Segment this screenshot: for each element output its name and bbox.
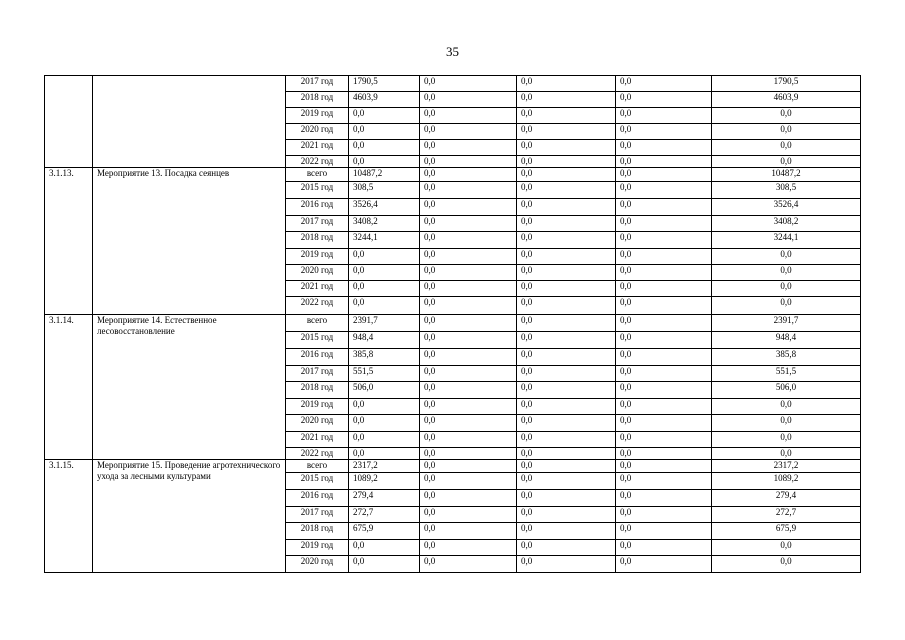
amount-cell: 0,0	[616, 108, 712, 124]
period-cell: 2020 год	[286, 556, 349, 573]
period-cell: 2019 год	[286, 540, 349, 556]
amount-cell: 0,0	[616, 199, 712, 216]
period-cell: 2018 год	[286, 232, 349, 249]
amount-cell: 0,0	[517, 382, 616, 399]
amount-cell: 0,0	[420, 415, 517, 432]
period-cell: всего	[286, 460, 349, 473]
item-name: Мероприятие 15. Проведение агротехнического ухода за лесными культурами	[93, 460, 286, 573]
amount-cell: 10487,2	[349, 168, 420, 182]
amount-cell: 0,0	[616, 92, 712, 108]
amount-cell: 0,0	[420, 140, 517, 156]
period-cell: 2017 год	[286, 507, 349, 523]
amount-cell: 551,5	[349, 366, 420, 382]
amount-cell: 0,0	[616, 540, 712, 556]
period-cell: 2016 год	[286, 199, 349, 216]
amount-cell: 385,8	[712, 349, 861, 366]
item-number: 3.1.15.	[45, 460, 93, 573]
amount-cell: 0,0	[517, 366, 616, 382]
amount-cell: 0,0	[616, 473, 712, 490]
amount-cell: 0,0	[420, 507, 517, 523]
amount-cell: 0,0	[712, 140, 861, 156]
item-number	[45, 76, 93, 168]
amount-cell: 0,0	[349, 399, 420, 415]
period-cell: 2021 год	[286, 140, 349, 156]
item-number: 3.1.13.	[45, 168, 93, 315]
period-cell: 2015 год	[286, 332, 349, 349]
period-cell: 2017 год	[286, 366, 349, 382]
amount-cell: 279,4	[712, 490, 861, 507]
amount-cell: 0,0	[517, 76, 616, 92]
amount-cell: 0,0	[616, 156, 712, 168]
amount-cell: 0,0	[616, 168, 712, 182]
amount-cell: 0,0	[616, 556, 712, 573]
amount-cell: 4603,9	[349, 92, 420, 108]
amount-cell: 0,0	[616, 399, 712, 415]
amount-cell: 0,0	[517, 156, 616, 168]
amount-cell: 0,0	[517, 108, 616, 124]
amount-cell: 0,0	[517, 523, 616, 540]
amount-cell: 0,0	[712, 415, 861, 432]
period-cell: 2019 год	[286, 249, 349, 265]
period-cell: 2017 год	[286, 216, 349, 232]
amount-cell: 0,0	[712, 249, 861, 265]
amount-cell: 0,0	[420, 540, 517, 556]
amount-cell: 0,0	[349, 140, 420, 156]
amount-cell: 0,0	[517, 199, 616, 216]
amount-cell: 0,0	[712, 108, 861, 124]
period-cell: 2021 год	[286, 281, 349, 297]
amount-cell: 0,0	[420, 265, 517, 281]
amount-cell: 0,0	[420, 448, 517, 460]
period-cell: 2019 год	[286, 399, 349, 415]
page-number: 35	[446, 44, 459, 59]
table-row	[45, 460, 861, 473]
period-cell: 2016 год	[286, 349, 349, 366]
amount-cell: 0,0	[420, 124, 517, 140]
amount-cell: 0,0	[349, 540, 420, 556]
amount-cell: 0,0	[517, 415, 616, 432]
amount-cell: 0,0	[517, 507, 616, 523]
amount-cell: 0,0	[712, 265, 861, 281]
amount-cell: 0,0	[420, 473, 517, 490]
amount-cell: 0,0	[616, 232, 712, 249]
amount-cell: 272,7	[712, 507, 861, 523]
amount-cell: 0,0	[420, 556, 517, 573]
amount-cell: 2391,7	[349, 315, 420, 332]
amount-cell: 1790,5	[712, 76, 861, 92]
amount-cell: 3244,1	[712, 232, 861, 249]
amount-cell: 308,5	[712, 182, 861, 199]
period-cell: 2015 год	[286, 473, 349, 490]
amount-cell: 0,0	[616, 460, 712, 473]
amount-cell: 506,0	[349, 382, 420, 399]
amount-cell: 0,0	[616, 349, 712, 366]
amount-cell: 0,0	[420, 315, 517, 332]
table-row	[45, 315, 861, 332]
amount-cell: 0,0	[420, 382, 517, 399]
amount-cell: 0,0	[349, 415, 420, 432]
item-name: Мероприятие 14. Естественное лесовосстановление	[93, 315, 286, 460]
amount-cell: 0,0	[517, 182, 616, 199]
budget-table	[44, 75, 861, 573]
amount-cell: 0,0	[616, 249, 712, 265]
amount-cell: 0,0	[420, 92, 517, 108]
period-cell: всего	[286, 168, 349, 182]
amount-cell: 675,9	[712, 523, 861, 540]
amount-cell: 0,0	[517, 281, 616, 297]
amount-cell: 0,0	[517, 124, 616, 140]
amount-cell: 3526,4	[349, 199, 420, 216]
amount-cell: 0,0	[616, 332, 712, 349]
amount-cell: 0,0	[517, 168, 616, 182]
amount-cell: 0,0	[616, 124, 712, 140]
amount-cell: 0,0	[712, 556, 861, 573]
amount-cell: 0,0	[517, 249, 616, 265]
amount-cell: 0,0	[420, 199, 517, 216]
amount-cell: 0,0	[517, 315, 616, 332]
amount-cell: 0,0	[349, 124, 420, 140]
amount-cell: 2391,7	[712, 315, 861, 332]
item-name: Мероприятие 13. Посадка сеянцев	[93, 168, 286, 315]
amount-cell: 0,0	[712, 281, 861, 297]
amount-cell: 0,0	[349, 249, 420, 265]
period-cell: 2019 год	[286, 108, 349, 124]
amount-cell: 279,4	[349, 490, 420, 507]
amount-cell: 0,0	[420, 349, 517, 366]
amount-cell: 0,0	[420, 399, 517, 415]
amount-cell: 4603,9	[712, 92, 861, 108]
amount-cell: 0,0	[420, 366, 517, 382]
period-cell: 2017 год	[286, 76, 349, 92]
amount-cell: 506,0	[712, 382, 861, 399]
amount-cell: 2317,2	[349, 460, 420, 473]
amount-cell: 0,0	[616, 366, 712, 382]
amount-cell: 551,5	[712, 366, 861, 382]
amount-cell: 0,0	[517, 140, 616, 156]
amount-cell: 0,0	[616, 76, 712, 92]
amount-cell: 0,0	[517, 297, 616, 315]
amount-cell: 0,0	[517, 332, 616, 349]
amount-cell: 0,0	[517, 540, 616, 556]
amount-cell: 0,0	[420, 168, 517, 182]
budget-table-body	[45, 76, 861, 573]
amount-cell: 0,0	[420, 297, 517, 315]
amount-cell: 0,0	[420, 232, 517, 249]
amount-cell: 0,0	[420, 182, 517, 199]
amount-cell: 0,0	[712, 297, 861, 315]
amount-cell: 0,0	[420, 249, 517, 265]
period-cell: 2021 год	[286, 432, 349, 448]
amount-cell: 3408,2	[712, 216, 861, 232]
amount-cell: 0,0	[616, 315, 712, 332]
amount-cell: 948,4	[349, 332, 420, 349]
amount-cell: 0,0	[420, 108, 517, 124]
amount-cell: 0,0	[349, 297, 420, 315]
amount-cell: 0,0	[616, 432, 712, 448]
amount-cell: 3244,1	[349, 232, 420, 249]
amount-cell: 948,4	[712, 332, 861, 349]
amount-cell: 0,0	[420, 76, 517, 92]
amount-cell: 0,0	[517, 92, 616, 108]
amount-cell: 0,0	[517, 490, 616, 507]
amount-cell: 308,5	[349, 182, 420, 199]
amount-cell: 0,0	[712, 432, 861, 448]
amount-cell: 0,0	[616, 523, 712, 540]
amount-cell: 0,0	[616, 448, 712, 460]
amount-cell: 0,0	[349, 556, 420, 573]
amount-cell: 0,0	[517, 349, 616, 366]
amount-cell: 0,0	[616, 415, 712, 432]
amount-cell: 0,0	[517, 460, 616, 473]
period-cell: 2018 год	[286, 92, 349, 108]
amount-cell: 675,9	[349, 523, 420, 540]
amount-cell: 0,0	[616, 382, 712, 399]
period-cell: всего	[286, 315, 349, 332]
amount-cell: 0,0	[712, 448, 861, 460]
amount-cell: 0,0	[517, 473, 616, 490]
amount-cell: 1790,5	[349, 76, 420, 92]
amount-cell: 0,0	[420, 332, 517, 349]
table-row	[45, 168, 861, 182]
amount-cell: 0,0	[712, 399, 861, 415]
period-cell: 2018 год	[286, 523, 349, 540]
amount-cell: 0,0	[517, 232, 616, 249]
amount-cell: 0,0	[616, 297, 712, 315]
period-cell: 2020 год	[286, 415, 349, 432]
period-cell: 2015 год	[286, 182, 349, 199]
amount-cell: 0,0	[349, 281, 420, 297]
period-cell: 2016 год	[286, 490, 349, 507]
amount-cell: 0,0	[517, 448, 616, 460]
table-row	[45, 76, 861, 92]
amount-cell: 0,0	[616, 216, 712, 232]
item-number: 3.1.14.	[45, 315, 93, 460]
amount-cell: 0,0	[517, 399, 616, 415]
amount-cell: 0,0	[616, 182, 712, 199]
amount-cell: 0,0	[616, 265, 712, 281]
amount-cell: 0,0	[349, 265, 420, 281]
amount-cell: 3526,4	[712, 199, 861, 216]
amount-cell: 0,0	[349, 448, 420, 460]
amount-cell: 3408,2	[349, 216, 420, 232]
amount-cell: 0,0	[420, 460, 517, 473]
amount-cell: 0,0	[616, 507, 712, 523]
period-cell: 2020 год	[286, 124, 349, 140]
amount-cell: 0,0	[616, 140, 712, 156]
amount-cell: 0,0	[517, 432, 616, 448]
amount-cell: 0,0	[616, 281, 712, 297]
amount-cell: 385,8	[349, 349, 420, 366]
amount-cell: 0,0	[712, 540, 861, 556]
period-cell: 2022 год	[286, 297, 349, 315]
amount-cell: 272,7	[349, 507, 420, 523]
amount-cell: 0,0	[517, 556, 616, 573]
amount-cell: 0,0	[712, 124, 861, 140]
amount-cell: 0,0	[420, 216, 517, 232]
amount-cell: 0,0	[420, 490, 517, 507]
amount-cell: 0,0	[517, 216, 616, 232]
period-cell: 2022 год	[286, 156, 349, 168]
amount-cell: 0,0	[420, 156, 517, 168]
item-name	[93, 76, 286, 168]
amount-cell: 0,0	[420, 432, 517, 448]
amount-cell: 0,0	[616, 490, 712, 507]
period-cell: 2022 год	[286, 448, 349, 460]
amount-cell: 0,0	[349, 108, 420, 124]
amount-cell: 2317,2	[712, 460, 861, 473]
amount-cell: 0,0	[349, 432, 420, 448]
amount-cell: 0,0	[712, 156, 861, 168]
amount-cell: 0,0	[420, 281, 517, 297]
amount-cell: 10487,2	[712, 168, 861, 182]
amount-cell: 0,0	[420, 523, 517, 540]
amount-cell: 0,0	[517, 265, 616, 281]
amount-cell: 1089,2	[712, 473, 861, 490]
amount-cell: 0,0	[349, 156, 420, 168]
amount-cell: 1089,2	[349, 473, 420, 490]
period-cell: 2018 год	[286, 382, 349, 399]
period-cell: 2020 год	[286, 265, 349, 281]
